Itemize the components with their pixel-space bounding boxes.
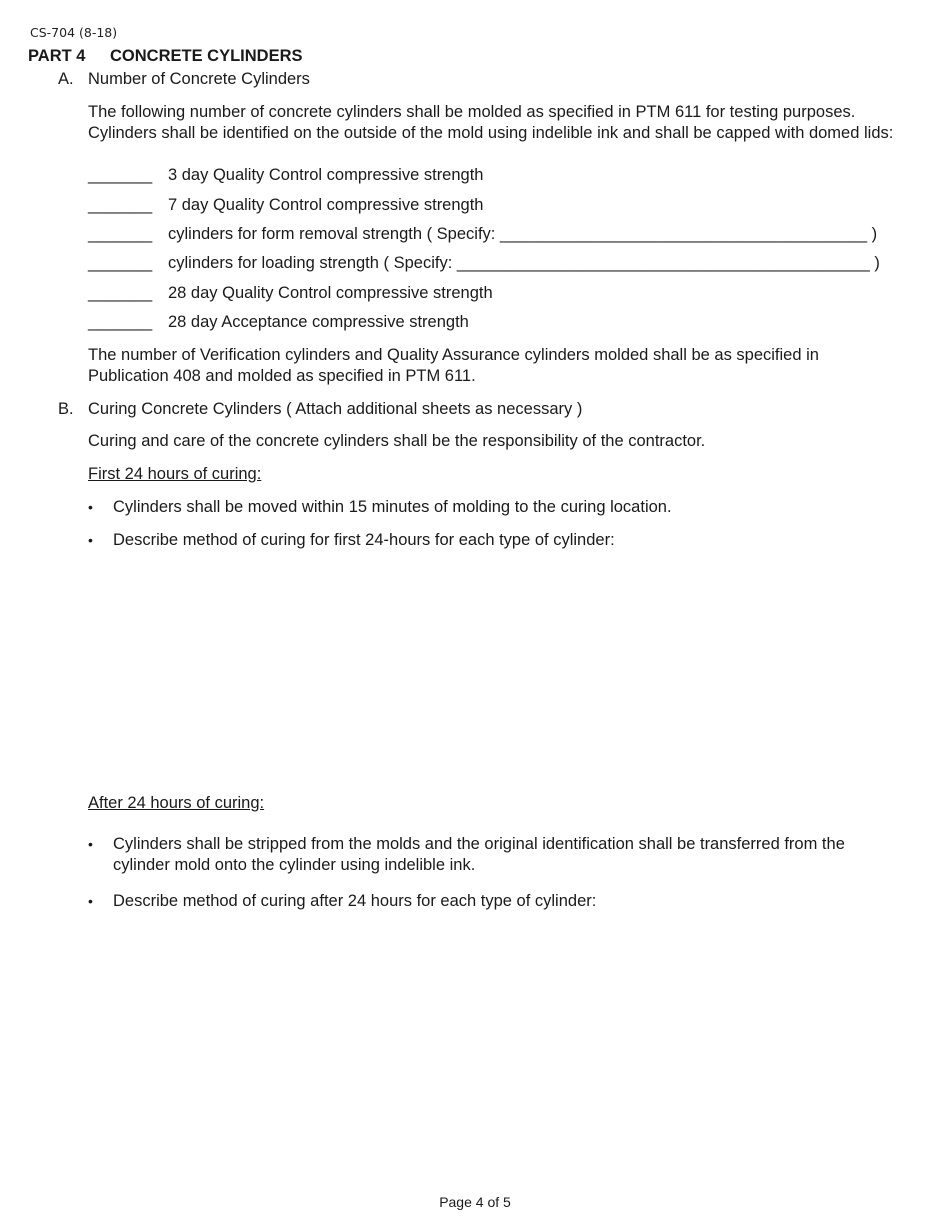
section-b-heading [58, 400, 582, 419]
count-blank[interactable]: _______ [88, 166, 153, 184]
count-blank[interactable]: _______ [88, 225, 153, 243]
bullet-icon: • [88, 893, 93, 909]
form-code: CS-704 (8-18) [30, 25, 118, 40]
after-bullet-strip-line1: Cylinders shall be stripped from the molds and the original identification shall be transferred from the [113, 835, 845, 853]
first-24-hours-heading: First 24 hours of curing: [88, 465, 262, 483]
cylinder-item-label: 7 day Quality Control compressive strength [168, 196, 484, 214]
curing-responsibility: Curing and care of the concrete cylinders shall be the responsibility of the contractor. [88, 432, 706, 450]
bullet-icon: • [88, 532, 93, 548]
section-a-heading [58, 70, 310, 89]
part-title: CONCRETE CYLINDERS [110, 47, 303, 65]
section-b-letter: B. [58, 400, 74, 418]
cylinder-item-28day-acceptance [88, 313, 469, 332]
cylinder-item-28day-qc [88, 284, 493, 303]
section-a-intro-line1: The following number of concrete cylinders shall be molded as specified in PTM 611 for testing purposes. [88, 103, 856, 121]
bullet-icon: • [88, 836, 93, 852]
page-number: Page 4 of 5 [439, 1194, 511, 1210]
count-blank[interactable]: _______ [88, 313, 153, 331]
part-heading [28, 47, 303, 66]
cylinder-item-form-removal [88, 225, 877, 244]
cylinder-item-label: 28 day Acceptance compressive strength [168, 313, 469, 331]
cylinder-item-3day [88, 166, 483, 185]
cylinder-item-label: 3 day Quality Control compressive strength [168, 166, 484, 184]
section-a-note-line1: The number of Verification cylinders and Quality Assurance cylinders molded shall be as specified in [88, 346, 819, 364]
section-a-title: Number of Concrete Cylinders [88, 70, 310, 88]
section-a-letter: A. [58, 70, 74, 88]
after-24-hours-heading: After 24 hours of curing: [88, 794, 265, 812]
after-bullet-strip-line2: cylinder mold onto the cylinder using indelible ink. [113, 856, 476, 874]
cylinder-item-label: cylinders for form removal strength ( Specify: ________________________________________ ) [168, 225, 878, 243]
part-number: PART 4 [28, 47, 86, 65]
section-a-note-line2: Publication 408 and molded as specified in PTM 611. [88, 367, 476, 385]
count-blank[interactable]: _______ [88, 196, 153, 214]
section-a-intro-line2: Cylinders shall be identified on the outside of the mold using indelible ink and shall be capped with domed lids: [88, 124, 894, 142]
count-blank[interactable]: _______ [88, 284, 153, 302]
first-bullet-describe: Describe method of curing for first 24-hours for each type of cylinder: [113, 531, 615, 549]
cylinder-item-loading [88, 254, 880, 273]
cylinder-item-label: 28 day Quality Control compressive strength [168, 284, 493, 302]
cylinder-item-label: cylinders for loading strength ( Specify: _____________________________________________ ) [168, 254, 880, 272]
first-24-hours-response-area[interactable] [113, 560, 893, 780]
section-b-title: Curing Concrete Cylinders ( Attach additional sheets as necessary ) [88, 400, 583, 418]
first-bullet-move: Cylinders shall be moved within 15 minutes of molding to the curing location. [113, 498, 672, 516]
after-bullet-describe: Describe method of curing after 24 hours for each type of cylinder: [113, 892, 597, 910]
count-blank[interactable]: _______ [88, 254, 153, 272]
after-24-hours-response-area[interactable] [113, 920, 893, 1180]
cylinder-item-7day [88, 196, 483, 215]
bullet-icon: • [88, 499, 93, 515]
